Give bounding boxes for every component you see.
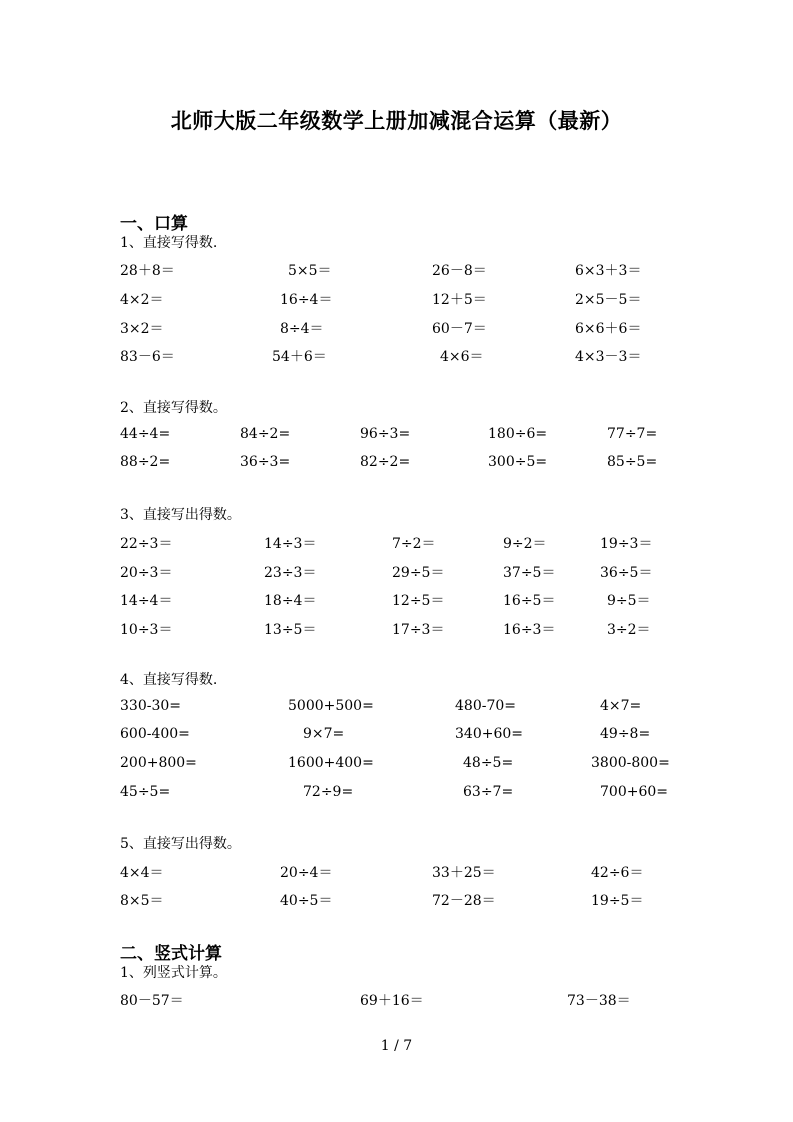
problem-cell: 37÷5＝ (503, 565, 556, 581)
problem-cell: 33＋25＝ (432, 865, 496, 881)
problem-cell: 4×7= (600, 698, 642, 714)
problem-row (0, 562, 793, 582)
problem-row (0, 590, 793, 610)
problem-cell: 19÷5＝ (591, 893, 644, 909)
problem-cell: 88÷2= (120, 454, 171, 470)
problem-cell: 600-400= (120, 726, 190, 742)
problem-title-6: 1、列竖式计算。 (120, 965, 227, 981)
problem-cell: 82÷2= (360, 454, 411, 470)
problem-cell: 80－57＝ (120, 993, 184, 1009)
problem-cell: 340+60= (455, 726, 523, 742)
problem-cell: 63÷7= (463, 784, 514, 800)
problem-row (0, 454, 793, 474)
problem-cell: 14÷3＝ (264, 536, 317, 552)
problem-cell: 9÷2＝ (503, 536, 547, 552)
page-title: 北师大版二年级数学上册加减混合运算（最新） (170, 108, 623, 133)
problem-row (0, 726, 793, 746)
problem-cell: 2×5－5＝ (575, 292, 642, 308)
problem-cell: 12÷5＝ (392, 593, 445, 609)
problem-cell: 16÷5＝ (503, 593, 556, 609)
problem-row (0, 619, 793, 639)
problem-cell: 20÷3＝ (120, 565, 173, 581)
problem-cell: 40÷5＝ (280, 893, 333, 909)
problem-cell: 3800-800= (591, 755, 670, 771)
problem-cell: 36÷3= (240, 454, 291, 470)
problem-cell: 8×5＝ (120, 893, 164, 909)
problem-cell: 69＋16＝ (360, 993, 424, 1009)
problem-cell: 4×3－3＝ (575, 349, 642, 365)
problem-cell: 73－38＝ (567, 993, 631, 1009)
problem-cell: 72÷9= (303, 784, 354, 800)
problem-cell: 83－6＝ (120, 349, 175, 365)
problem-cell: 3×2＝ (120, 321, 164, 337)
problem-row (0, 755, 793, 775)
section-heading-vertical: 二、竖式计算 (120, 944, 222, 964)
problem-cell: 96÷3= (360, 426, 411, 442)
problem-title-4: 4、直接写得数. (120, 672, 218, 688)
problem-row (0, 862, 793, 882)
problem-cell: 36÷5＝ (600, 565, 653, 581)
problem-row (0, 318, 793, 338)
page-number: 1 / 7 (380, 1038, 413, 1054)
problem-cell: 23÷3＝ (264, 565, 317, 581)
problem-cell: 48÷5= (463, 755, 514, 771)
problem-cell: 9÷5＝ (607, 593, 651, 609)
problem-cell: 45÷5= (120, 784, 171, 800)
problem-cell: 10÷3＝ (120, 622, 173, 638)
problem-cell: 49÷8= (600, 726, 651, 742)
problem-cell: 700+60= (600, 784, 668, 800)
problem-cell: 29÷5＝ (392, 565, 445, 581)
problem-cell: 17÷3＝ (392, 622, 445, 638)
problem-cell: 84÷2= (240, 426, 291, 442)
problem-cell: 300÷5= (488, 454, 548, 470)
problem-cell: 4×4＝ (120, 865, 164, 881)
problem-title-2: 2、直接写得数。 (120, 400, 227, 416)
problem-cell: 180÷6= (488, 426, 548, 442)
problem-title-1: 1、直接写得数. (120, 235, 218, 251)
problem-cell: 18÷4＝ (264, 593, 317, 609)
problem-cell: 54＋6＝ (272, 349, 327, 365)
problem-cell: 16÷4＝ (280, 292, 333, 308)
problem-title-3: 3、直接写出得数。 (120, 507, 241, 523)
problem-cell: 330-30= (120, 698, 181, 714)
problem-cell: 19÷3＝ (600, 536, 653, 552)
problem-row (0, 990, 793, 1010)
problem-cell: 22÷3＝ (120, 536, 173, 552)
problem-cell: 14÷4＝ (120, 593, 173, 609)
problem-cell: 42÷6＝ (591, 865, 644, 881)
problem-cell: 480-70= (455, 698, 516, 714)
problem-cell: 85÷5= (607, 454, 658, 470)
problem-cell: 16÷3＝ (503, 622, 556, 638)
problem-cell: 60－7＝ (432, 321, 487, 337)
problem-cell: 7÷2＝ (392, 536, 436, 552)
problem-row (0, 784, 793, 804)
problem-cell: 4×6＝ (440, 349, 484, 365)
problem-cell: 4×2＝ (120, 292, 164, 308)
problem-cell: 26－8＝ (432, 263, 487, 279)
problem-row (0, 698, 793, 718)
problem-cell: 12＋5＝ (432, 292, 487, 308)
problem-cell: 13÷5＝ (264, 622, 317, 638)
problem-cell: 77÷7= (607, 426, 658, 442)
problem-cell: 5000+500= (288, 698, 374, 714)
problem-title-5: 5、直接写出得数。 (120, 836, 241, 852)
problem-cell: 3÷2＝ (607, 622, 651, 638)
problem-row (0, 533, 793, 553)
problem-row (0, 890, 793, 910)
problem-cell: 1600+400= (288, 755, 374, 771)
problem-cell: 200+800= (120, 755, 197, 771)
problem-cell: 6×6＋6＝ (575, 321, 642, 337)
problem-row (0, 346, 793, 366)
problem-cell: 20÷4＝ (280, 865, 333, 881)
problem-cell: 28＋8＝ (120, 263, 175, 279)
problem-cell: 44÷4= (120, 426, 171, 442)
problem-cell: 9×7= (303, 726, 345, 742)
problem-cell: 8÷4＝ (280, 321, 324, 337)
section-heading-oral: 一、口算 (120, 214, 188, 234)
problem-cell: 72－28＝ (432, 893, 496, 909)
problem-row (0, 289, 793, 309)
problem-cell: 5×5＝ (288, 263, 332, 279)
problem-cell: 6×3＋3＝ (575, 263, 642, 279)
problem-row (0, 426, 793, 446)
problem-row (0, 260, 793, 280)
